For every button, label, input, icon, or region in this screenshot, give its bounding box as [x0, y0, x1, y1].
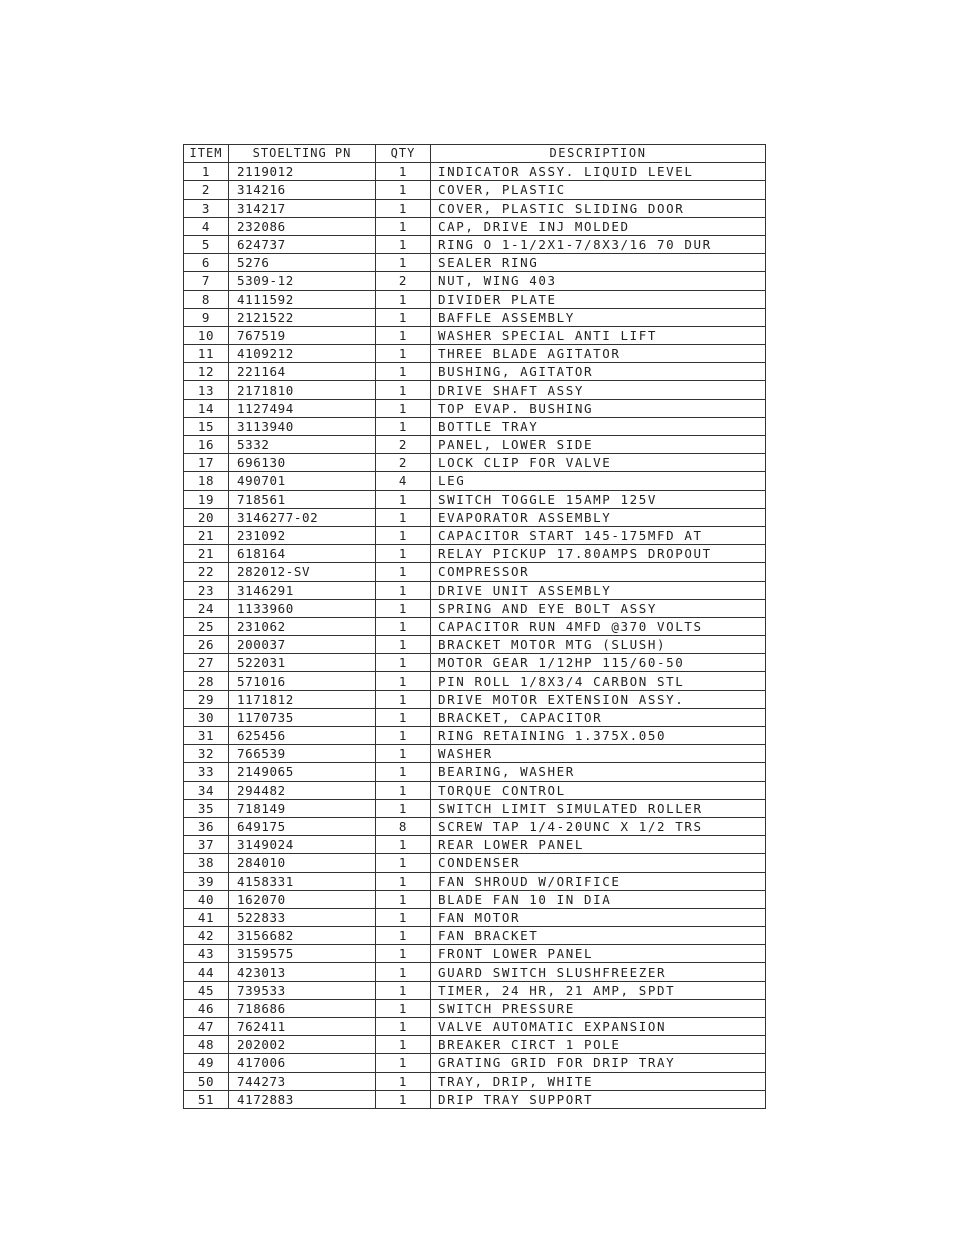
- cell-item: 48: [184, 1036, 229, 1054]
- table-row: [184, 727, 766, 745]
- cell-quantity: 1: [376, 581, 431, 599]
- cell-quantity: 1: [376, 945, 431, 963]
- cell-quantity: 1: [376, 1036, 431, 1054]
- cell-description: BAFFLE ASSEMBLY: [431, 308, 766, 326]
- cell-item: 3: [184, 199, 229, 217]
- cell-part-number: 2121522: [229, 308, 376, 326]
- table-row: [184, 945, 766, 963]
- cell-description: EVAPORATOR ASSEMBLY: [431, 508, 766, 526]
- cell-part-number: 718686: [229, 999, 376, 1017]
- cell-description: WASHER: [431, 745, 766, 763]
- table-row: [184, 399, 766, 417]
- cell-quantity: 1: [376, 763, 431, 781]
- cell-item: 34: [184, 781, 229, 799]
- table-row: [184, 308, 766, 326]
- cell-part-number: 5332: [229, 436, 376, 454]
- cell-part-number: 314217: [229, 199, 376, 217]
- cell-item: 47: [184, 1018, 229, 1036]
- table-row: [184, 927, 766, 945]
- cell-part-number: 231092: [229, 526, 376, 544]
- table-row: [184, 581, 766, 599]
- table-row: [184, 454, 766, 472]
- cell-quantity: 1: [376, 217, 431, 235]
- cell-item: 49: [184, 1054, 229, 1072]
- cell-quantity: 1: [376, 617, 431, 635]
- cell-quantity: 4: [376, 472, 431, 490]
- cell-description: SPRING AND EYE BOLT ASSY: [431, 599, 766, 617]
- cell-item: 16: [184, 436, 229, 454]
- cell-part-number: 284010: [229, 854, 376, 872]
- cell-part-number: 3113940: [229, 417, 376, 435]
- table-body: [184, 163, 766, 1109]
- table-row: [184, 181, 766, 199]
- cell-description: SCREW TAP 1/4-20UNC X 1/2 TRS: [431, 817, 766, 835]
- cell-item: 28: [184, 672, 229, 690]
- cell-quantity: 1: [376, 1018, 431, 1036]
- table-row: [184, 217, 766, 235]
- cell-description: FAN SHROUD W/ORIFICE: [431, 872, 766, 890]
- cell-quantity: 1: [376, 708, 431, 726]
- table-row: [184, 963, 766, 981]
- table-row: [184, 799, 766, 817]
- cell-part-number: 1127494: [229, 399, 376, 417]
- cell-part-number: 162070: [229, 890, 376, 908]
- cell-description: NUT, WING 403: [431, 272, 766, 290]
- cell-description: WASHER SPECIAL ANTI LIFT: [431, 326, 766, 344]
- cell-quantity: 1: [376, 836, 431, 854]
- cell-part-number: 2171810: [229, 381, 376, 399]
- cell-part-number: 1133960: [229, 599, 376, 617]
- cell-part-number: 625456: [229, 727, 376, 745]
- cell-description: TIMER, 24 HR, 21 AMP, SPDT: [431, 981, 766, 999]
- cell-item: 15: [184, 417, 229, 435]
- cell-quantity: 1: [376, 345, 431, 363]
- cell-description: CAPACITOR START 145-175MFD AT: [431, 526, 766, 544]
- cell-part-number: 490701: [229, 472, 376, 490]
- cell-item: 46: [184, 999, 229, 1017]
- cell-item: 13: [184, 381, 229, 399]
- table-row: [184, 1036, 766, 1054]
- cell-description: SEALER RING: [431, 254, 766, 272]
- cell-part-number: 718149: [229, 799, 376, 817]
- cell-description: CONDENSER: [431, 854, 766, 872]
- table-row: [184, 436, 766, 454]
- cell-item: 12: [184, 363, 229, 381]
- cell-quantity: 1: [376, 199, 431, 217]
- table-row: [184, 199, 766, 217]
- cell-item: 14: [184, 399, 229, 417]
- cell-part-number: 294482: [229, 781, 376, 799]
- cell-quantity: 1: [376, 963, 431, 981]
- table-row: [184, 163, 766, 181]
- cell-part-number: 767519: [229, 326, 376, 344]
- cell-description: LOCK CLIP FOR VALVE: [431, 454, 766, 472]
- cell-part-number: 624737: [229, 235, 376, 253]
- cell-description: THREE BLADE AGITATOR: [431, 345, 766, 363]
- cell-part-number: 221164: [229, 363, 376, 381]
- cell-part-number: 744273: [229, 1072, 376, 1090]
- cell-quantity: 1: [376, 781, 431, 799]
- cell-description: COVER, PLASTIC: [431, 181, 766, 199]
- cell-part-number: 202002: [229, 1036, 376, 1054]
- cell-part-number: 3146277-02: [229, 508, 376, 526]
- cell-part-number: 2119012: [229, 163, 376, 181]
- cell-part-number: 1171812: [229, 690, 376, 708]
- cell-part-number: 766539: [229, 745, 376, 763]
- table-row: [184, 890, 766, 908]
- cell-part-number: 4158331: [229, 872, 376, 890]
- cell-description: FAN BRACKET: [431, 927, 766, 945]
- cell-description: BREAKER CIRCT 1 POLE: [431, 1036, 766, 1054]
- table-row: [184, 345, 766, 363]
- cell-part-number: 522833: [229, 908, 376, 926]
- cell-description: COVER, PLASTIC SLIDING DOOR: [431, 199, 766, 217]
- cell-quantity: 1: [376, 381, 431, 399]
- cell-quantity: 1: [376, 908, 431, 926]
- cell-description: GRATING GRID FOR DRIP TRAY: [431, 1054, 766, 1072]
- table-row: [184, 254, 766, 272]
- cell-description: SWITCH LIMIT SIMULATED ROLLER: [431, 799, 766, 817]
- parts-list-table: [183, 144, 766, 1109]
- cell-quantity: 1: [376, 1072, 431, 1090]
- cell-quantity: 8: [376, 817, 431, 835]
- table-row: [184, 908, 766, 926]
- cell-item: 39: [184, 872, 229, 890]
- cell-part-number: 4172883: [229, 1090, 376, 1108]
- cell-description: BEARING, WASHER: [431, 763, 766, 781]
- cell-item: 9: [184, 308, 229, 326]
- cell-item: 31: [184, 727, 229, 745]
- table-row: [184, 636, 766, 654]
- cell-description: BRACKET MOTOR MTG (SLUSH): [431, 636, 766, 654]
- table-row: [184, 508, 766, 526]
- cell-quantity: 1: [376, 399, 431, 417]
- cell-quantity: 1: [376, 854, 431, 872]
- cell-part-number: 571016: [229, 672, 376, 690]
- table-row: [184, 272, 766, 290]
- cell-quantity: 1: [376, 599, 431, 617]
- cell-description: FRONT LOWER PANEL: [431, 945, 766, 963]
- cell-quantity: 1: [376, 872, 431, 890]
- cell-quantity: 1: [376, 290, 431, 308]
- cell-item: 18: [184, 472, 229, 490]
- cell-part-number: 4109212: [229, 345, 376, 363]
- header-description: DESCRIPTION: [431, 145, 766, 163]
- cell-quantity: 1: [376, 163, 431, 181]
- cell-item: 23: [184, 581, 229, 599]
- cell-item: 22: [184, 563, 229, 581]
- cell-description: DRIVE SHAFT ASSY: [431, 381, 766, 399]
- cell-quantity: 1: [376, 727, 431, 745]
- cell-description: BLADE FAN 10 IN DIA: [431, 890, 766, 908]
- table-row: [184, 981, 766, 999]
- cell-quantity: 1: [376, 545, 431, 563]
- cell-description: LEG: [431, 472, 766, 490]
- cell-description: RING O 1-1/2X1-7/8X3/16 70 DUR: [431, 235, 766, 253]
- cell-description: PANEL, LOWER SIDE: [431, 436, 766, 454]
- cell-item: 11: [184, 345, 229, 363]
- cell-part-number: 2149065: [229, 763, 376, 781]
- cell-part-number: 3156682: [229, 927, 376, 945]
- cell-item: 30: [184, 708, 229, 726]
- table-row: [184, 672, 766, 690]
- cell-quantity: 1: [376, 1054, 431, 1072]
- cell-description: BUSHING, AGITATOR: [431, 363, 766, 381]
- cell-quantity: 1: [376, 1090, 431, 1108]
- cell-part-number: 1170735: [229, 708, 376, 726]
- table-row: [184, 836, 766, 854]
- cell-item: 50: [184, 1072, 229, 1090]
- table-header-row: [184, 145, 766, 163]
- cell-item: 26: [184, 636, 229, 654]
- table-row: [184, 854, 766, 872]
- cell-quantity: 1: [376, 490, 431, 508]
- table-row: [184, 599, 766, 617]
- table-row: [184, 326, 766, 344]
- cell-description: BRACKET, CAPACITOR: [431, 708, 766, 726]
- cell-item: 36: [184, 817, 229, 835]
- cell-item: 35: [184, 799, 229, 817]
- cell-item: 25: [184, 617, 229, 635]
- cell-quantity: 1: [376, 254, 431, 272]
- cell-description: FAN MOTOR: [431, 908, 766, 926]
- header-quantity: QTY: [376, 145, 431, 163]
- cell-part-number: 618164: [229, 545, 376, 563]
- cell-quantity: 1: [376, 981, 431, 999]
- cell-item: 2: [184, 181, 229, 199]
- table-row: [184, 363, 766, 381]
- cell-description: REAR LOWER PANEL: [431, 836, 766, 854]
- cell-description: DIVIDER PLATE: [431, 290, 766, 308]
- table-row: [184, 490, 766, 508]
- cell-part-number: 4111592: [229, 290, 376, 308]
- cell-description: CAPACITOR RUN 4MFD @370 VOLTS: [431, 617, 766, 635]
- table-row: [184, 872, 766, 890]
- cell-quantity: 1: [376, 563, 431, 581]
- cell-quantity: 2: [376, 454, 431, 472]
- cell-part-number: 718561: [229, 490, 376, 508]
- table-row: [184, 763, 766, 781]
- table-row: [184, 381, 766, 399]
- cell-item: 19: [184, 490, 229, 508]
- cell-part-number: 522031: [229, 654, 376, 672]
- cell-description: BOTTLE TRAY: [431, 417, 766, 435]
- cell-item: 4: [184, 217, 229, 235]
- cell-quantity: 1: [376, 417, 431, 435]
- cell-quantity: 1: [376, 508, 431, 526]
- cell-item: 10: [184, 326, 229, 344]
- cell-item: 29: [184, 690, 229, 708]
- cell-quantity: 1: [376, 745, 431, 763]
- cell-part-number: 417006: [229, 1054, 376, 1072]
- cell-quantity: 1: [376, 235, 431, 253]
- table-row: [184, 290, 766, 308]
- cell-part-number: 423013: [229, 963, 376, 981]
- cell-quantity: 1: [376, 654, 431, 672]
- cell-quantity: 2: [376, 436, 431, 454]
- cell-quantity: 2: [376, 272, 431, 290]
- table-row: [184, 745, 766, 763]
- table-row: [184, 1054, 766, 1072]
- cell-description: MOTOR GEAR 1/12HP 115/60-50: [431, 654, 766, 672]
- cell-item: 24: [184, 599, 229, 617]
- cell-item: 6: [184, 254, 229, 272]
- cell-item: 17: [184, 454, 229, 472]
- cell-quantity: 1: [376, 999, 431, 1017]
- cell-quantity: 1: [376, 181, 431, 199]
- table-row: [184, 817, 766, 835]
- cell-item: 27: [184, 654, 229, 672]
- cell-description: RELAY PICKUP 17.80AMPS DROPOUT: [431, 545, 766, 563]
- cell-part-number: 3149024: [229, 836, 376, 854]
- table-row: [184, 235, 766, 253]
- cell-item: 41: [184, 908, 229, 926]
- cell-description: TRAY, DRIP, WHITE: [431, 1072, 766, 1090]
- table-row: [184, 1072, 766, 1090]
- cell-part-number: 314216: [229, 181, 376, 199]
- cell-quantity: 1: [376, 672, 431, 690]
- cell-description: COMPRESSOR: [431, 563, 766, 581]
- cell-part-number: 232086: [229, 217, 376, 235]
- table-row: [184, 781, 766, 799]
- cell-part-number: 200037: [229, 636, 376, 654]
- table-row: [184, 690, 766, 708]
- cell-quantity: 1: [376, 690, 431, 708]
- cell-item: 37: [184, 836, 229, 854]
- cell-description: PIN ROLL 1/8X3/4 CARBON STL: [431, 672, 766, 690]
- cell-item: 20: [184, 508, 229, 526]
- table-row: [184, 526, 766, 544]
- cell-part-number: 231062: [229, 617, 376, 635]
- cell-item: 7: [184, 272, 229, 290]
- cell-item: 40: [184, 890, 229, 908]
- cell-part-number: 282012-SV: [229, 563, 376, 581]
- cell-description: VALVE AUTOMATIC EXPANSION: [431, 1018, 766, 1036]
- cell-item: 44: [184, 963, 229, 981]
- table-row: [184, 545, 766, 563]
- cell-item: 33: [184, 763, 229, 781]
- table-row: [184, 708, 766, 726]
- cell-item: 42: [184, 927, 229, 945]
- cell-quantity: 1: [376, 326, 431, 344]
- cell-quantity: 1: [376, 363, 431, 381]
- cell-item: 38: [184, 854, 229, 872]
- table-row: [184, 563, 766, 581]
- table-row: [184, 999, 766, 1017]
- cell-item: 21: [184, 526, 229, 544]
- cell-description: GUARD SWITCH SLUSHFREEZER: [431, 963, 766, 981]
- cell-description: DRIVE MOTOR EXTENSION ASSY.: [431, 690, 766, 708]
- cell-item: 45: [184, 981, 229, 999]
- cell-quantity: 1: [376, 927, 431, 945]
- cell-item: 5: [184, 235, 229, 253]
- cell-part-number: 762411: [229, 1018, 376, 1036]
- table-row: [184, 417, 766, 435]
- cell-description: RING RETAINING 1.375X.050: [431, 727, 766, 745]
- cell-part-number: 3146291: [229, 581, 376, 599]
- cell-part-number: 649175: [229, 817, 376, 835]
- cell-part-number: 3159575: [229, 945, 376, 963]
- cell-quantity: 1: [376, 799, 431, 817]
- table-row: [184, 472, 766, 490]
- header-part-number: STOELTING PN: [229, 145, 376, 163]
- cell-part-number: 5309-12: [229, 272, 376, 290]
- cell-description: DRIP TRAY SUPPORT: [431, 1090, 766, 1108]
- cell-description: CAP, DRIVE INJ MOLDED: [431, 217, 766, 235]
- cell-description: TOP EVAP. BUSHING: [431, 399, 766, 417]
- cell-item: 32: [184, 745, 229, 763]
- table-row: [184, 1018, 766, 1036]
- table-row: [184, 1090, 766, 1108]
- cell-item: 21: [184, 545, 229, 563]
- cell-part-number: 739533: [229, 981, 376, 999]
- cell-description: INDICATOR ASSY. LIQUID LEVEL: [431, 163, 766, 181]
- cell-description: DRIVE UNIT ASSEMBLY: [431, 581, 766, 599]
- cell-part-number: 5276: [229, 254, 376, 272]
- cell-quantity: 1: [376, 636, 431, 654]
- header-item: ITEM: [184, 145, 229, 163]
- cell-description: SWITCH PRESSURE: [431, 999, 766, 1017]
- table-row: [184, 654, 766, 672]
- cell-part-number: 696130: [229, 454, 376, 472]
- cell-quantity: 1: [376, 890, 431, 908]
- cell-quantity: 1: [376, 308, 431, 326]
- cell-item: 43: [184, 945, 229, 963]
- cell-item: 1: [184, 163, 229, 181]
- cell-description: SWITCH TOGGLE 15AMP 125V: [431, 490, 766, 508]
- cell-item: 8: [184, 290, 229, 308]
- table-row: [184, 617, 766, 635]
- cell-quantity: 1: [376, 526, 431, 544]
- cell-item: 51: [184, 1090, 229, 1108]
- cell-description: TORQUE CONTROL: [431, 781, 766, 799]
